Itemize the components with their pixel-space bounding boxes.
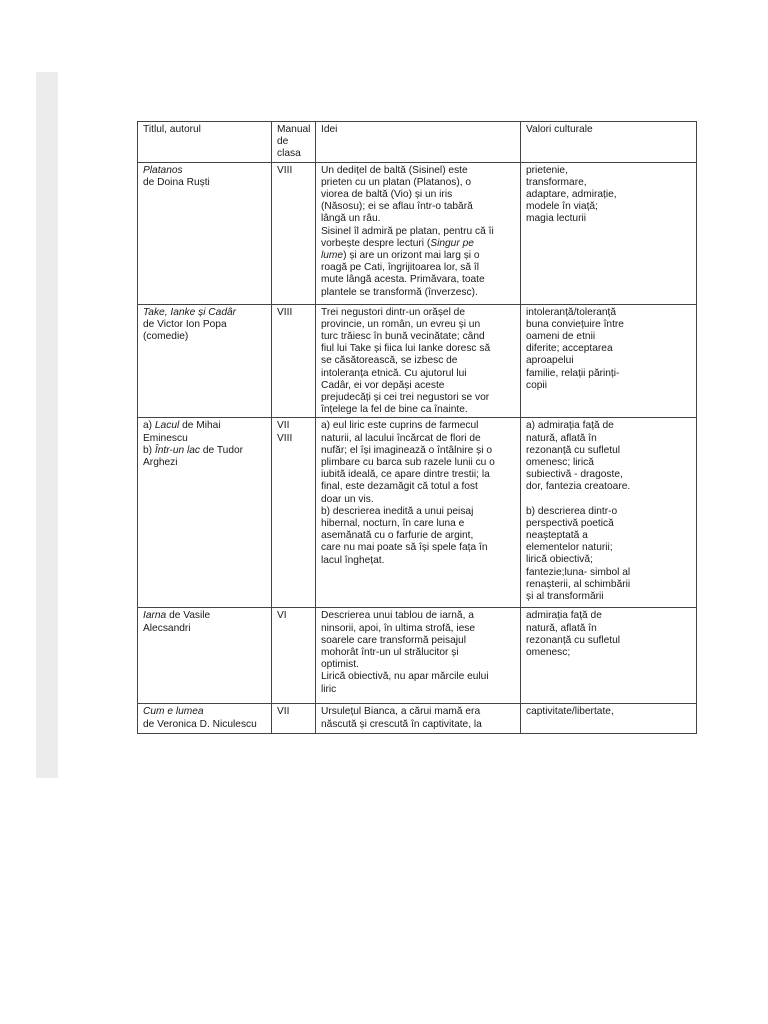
idea-line: a) eul liric este cuprins de farmecul: [321, 420, 479, 432]
cell-title-author: [138, 418, 272, 608]
idea-line: Sisinel îl admiră pe platan, pentru că îi: [321, 225, 494, 237]
idea-line: plimbare cu barca sub razele lunii cu o: [321, 457, 495, 469]
idea-line: ninsorii, apoi, în ultima strofă, iese: [321, 622, 476, 634]
cell-ideas: [316, 162, 521, 304]
value-line: modele în viață;: [526, 201, 598, 213]
value-line: fantezie;luna- simbol al: [526, 566, 631, 578]
header-title-author: Titlul, autorul: [138, 122, 272, 163]
value-line: aproapelui: [526, 355, 574, 367]
idea-line: lângă un râu.: [321, 213, 381, 225]
idea-line: provincie, un român, un evreu și un: [321, 318, 481, 330]
value-line: buna conviețuire între: [526, 318, 624, 330]
cell-title-author: [138, 304, 272, 418]
idea-line: plantele se transformă (înverzesc).: [321, 286, 478, 298]
value-line: și al transformării: [526, 591, 604, 603]
table-row: [138, 162, 697, 304]
cell-class: VII VIII: [272, 418, 316, 608]
work-author: Alecsandri: [143, 622, 191, 634]
work-title-line: b) Într-un lac de Tudor: [143, 444, 244, 456]
value-line: a) admirația față de: [526, 420, 614, 432]
value-line: elementelor naturii;: [526, 542, 613, 554]
header-manual-line: Manual: [277, 124, 311, 135]
cell-class: VIII: [272, 304, 316, 418]
header-ideas: Idei: [316, 122, 521, 163]
cell-values: [521, 704, 697, 734]
value-line: natură, aflată în: [526, 622, 597, 634]
cell-values: [521, 418, 697, 608]
value-line: oameni de etnii: [526, 331, 596, 343]
idea-line: născută și crescută în captivitate, la: [321, 718, 482, 730]
cell-class: VII: [272, 704, 316, 734]
spacer: [526, 494, 692, 506]
idea-line: viorea de baltă (Vio) și un iris: [321, 189, 453, 201]
value-line: perspectivă poetică: [526, 517, 614, 529]
work-author: de Doina Ruști: [143, 176, 210, 188]
table-row: [138, 608, 697, 704]
work-genre: (comedie): [143, 331, 189, 343]
value-line: copii: [526, 379, 547, 391]
value-line: intoleranță/toleranță: [526, 306, 617, 318]
idea-line: Cadâr, ei vor depăși aceste: [321, 379, 445, 391]
value-line: admirația față de: [526, 610, 602, 622]
cell-title-author: [138, 608, 272, 704]
value-line: renașterii, al schimbării: [526, 578, 631, 590]
cell-values: [521, 608, 697, 704]
idea-line: Un dedițel de baltă (Sisinel) este: [321, 164, 468, 176]
idea-line: b) descrierea inedită a unui peisaj: [321, 505, 474, 517]
cell-class: VI: [272, 608, 316, 704]
work-title-line: a) Lacul de Mihai: [143, 420, 221, 432]
header-values: Valori culturale: [521, 122, 697, 163]
idea-line: lume) și are un orizont mai larg și o: [321, 250, 480, 262]
idea-line: nufăr; el își imaginează o întâlnire și o: [321, 444, 493, 456]
table-header-row: [138, 122, 697, 163]
idea-line: se căsătorească, se izbesc de: [321, 355, 458, 367]
idea-line: turc trăiesc în bună vecinătate; când: [321, 331, 485, 343]
value-line: familie, relații părinți-: [526, 367, 620, 379]
idea-line: mute lângă acesta. Primăvara, toate: [321, 274, 485, 286]
value-line: b) descrierea dintr-o: [526, 505, 618, 517]
work-title: Platanos: [143, 164, 183, 176]
cell-values: [521, 304, 697, 418]
cell-values: [521, 162, 697, 304]
idea-line: soarele care transformă peisajul: [321, 634, 466, 646]
cell-class: VIII: [272, 162, 316, 304]
table-row: [138, 418, 697, 608]
value-line: magia lecturii: [526, 213, 587, 225]
header-manual-class: [272, 122, 316, 163]
idea-line: Trei negustori dintr-un orășel de: [321, 306, 466, 318]
value-line: omenesc; lirică: [526, 457, 594, 469]
cell-ideas: [316, 704, 521, 734]
table-row: [138, 704, 697, 734]
header-manual-line: de: [277, 136, 289, 148]
value-line: natură, aflată în: [526, 432, 597, 444]
idea-line: roagă pe Cati, îngrijitoarea lor, să îl: [321, 262, 479, 274]
idea-line: lacul înghețat.: [321, 554, 385, 566]
cell-ideas: [316, 304, 521, 418]
value-line: rezonanță cu sufletul: [526, 444, 621, 456]
value-line: adaptare, admirație,: [526, 189, 617, 201]
work-author: de Victor Ion Popa: [143, 318, 227, 330]
table-row: [138, 304, 697, 418]
value-line: captivitate/libertate,: [526, 706, 614, 718]
work-author: de Veronica D. Niculescu: [143, 718, 257, 730]
value-line: omenesc;: [526, 647, 571, 659]
cell-title-author: [138, 704, 272, 734]
cell-ideas: [316, 418, 521, 608]
header-manual-line: clasa: [277, 148, 301, 160]
idea-line: Descrierea unui tablou de iarnă, a: [321, 610, 474, 622]
work-title: Cum e lumea: [143, 706, 204, 718]
idea-line: iubită ideală, ce apare dintre trestii; la: [321, 469, 490, 481]
idea-line: vorbește despre lecturi (Singur pe: [321, 237, 474, 249]
idea-line: fiul lui Take și fiica lui Ianke doresc să: [321, 343, 491, 355]
idea-line: doar un vis.: [321, 493, 374, 505]
value-line: dor, fantezia creatoare.: [526, 481, 631, 493]
idea-line: prieten cu un platan (Platanos), o: [321, 176, 472, 188]
value-line: prietenie,: [526, 164, 568, 176]
idea-line: naturii, al lacului încărcat de flori de: [321, 432, 481, 444]
idea-line: (Năsosu); ei se aflau într-o tabără: [321, 201, 473, 213]
work-title: Take, Ianke și Cadâr: [143, 306, 237, 318]
work-title-line: Arghezi: [143, 457, 178, 469]
literature-table: [137, 121, 697, 734]
value-line: diferite; acceptarea: [526, 343, 613, 355]
idea-line: hibernal, nocturn, în care luna e: [321, 518, 465, 530]
idea-line: prejudecăți și cei trei negustori se vor: [321, 392, 490, 404]
idea-line: Lirică obiectivă, nu apar mărcile eului: [321, 671, 489, 683]
page-edge-shadow: [36, 72, 58, 778]
idea-line: Ursulețul Bianca, a cărui mamă era: [321, 706, 481, 718]
work-title-line: Eminescu: [143, 432, 188, 444]
idea-line: înțelege la fel de bine ca înainte.: [321, 404, 468, 416]
idea-line: asemănată cu o farfurie de argint,: [321, 530, 474, 542]
value-line: rezonanță cu sufletul: [526, 634, 621, 646]
value-line: lirică obiectivă;: [526, 554, 593, 566]
idea-line: optimist.: [321, 659, 359, 671]
work-title-line: Iarna de Vasile: [143, 610, 211, 622]
idea-line: intoleranța etnică. Cu ajutorul lui: [321, 367, 467, 379]
value-line: neașteptată a: [526, 530, 588, 542]
value-line: subiectivă - dragoste,: [526, 469, 623, 481]
cell-title-author: [138, 162, 272, 304]
value-line: transformare,: [526, 176, 587, 188]
idea-line: liric: [321, 683, 337, 695]
cell-ideas: [316, 608, 521, 704]
idea-line: care nu mai poate să își spele fața în: [321, 542, 488, 554]
idea-line: mohorât într-un ul strălucitor și: [321, 647, 459, 659]
idea-line: final, este dezamăgit că totul a fost: [321, 481, 478, 493]
